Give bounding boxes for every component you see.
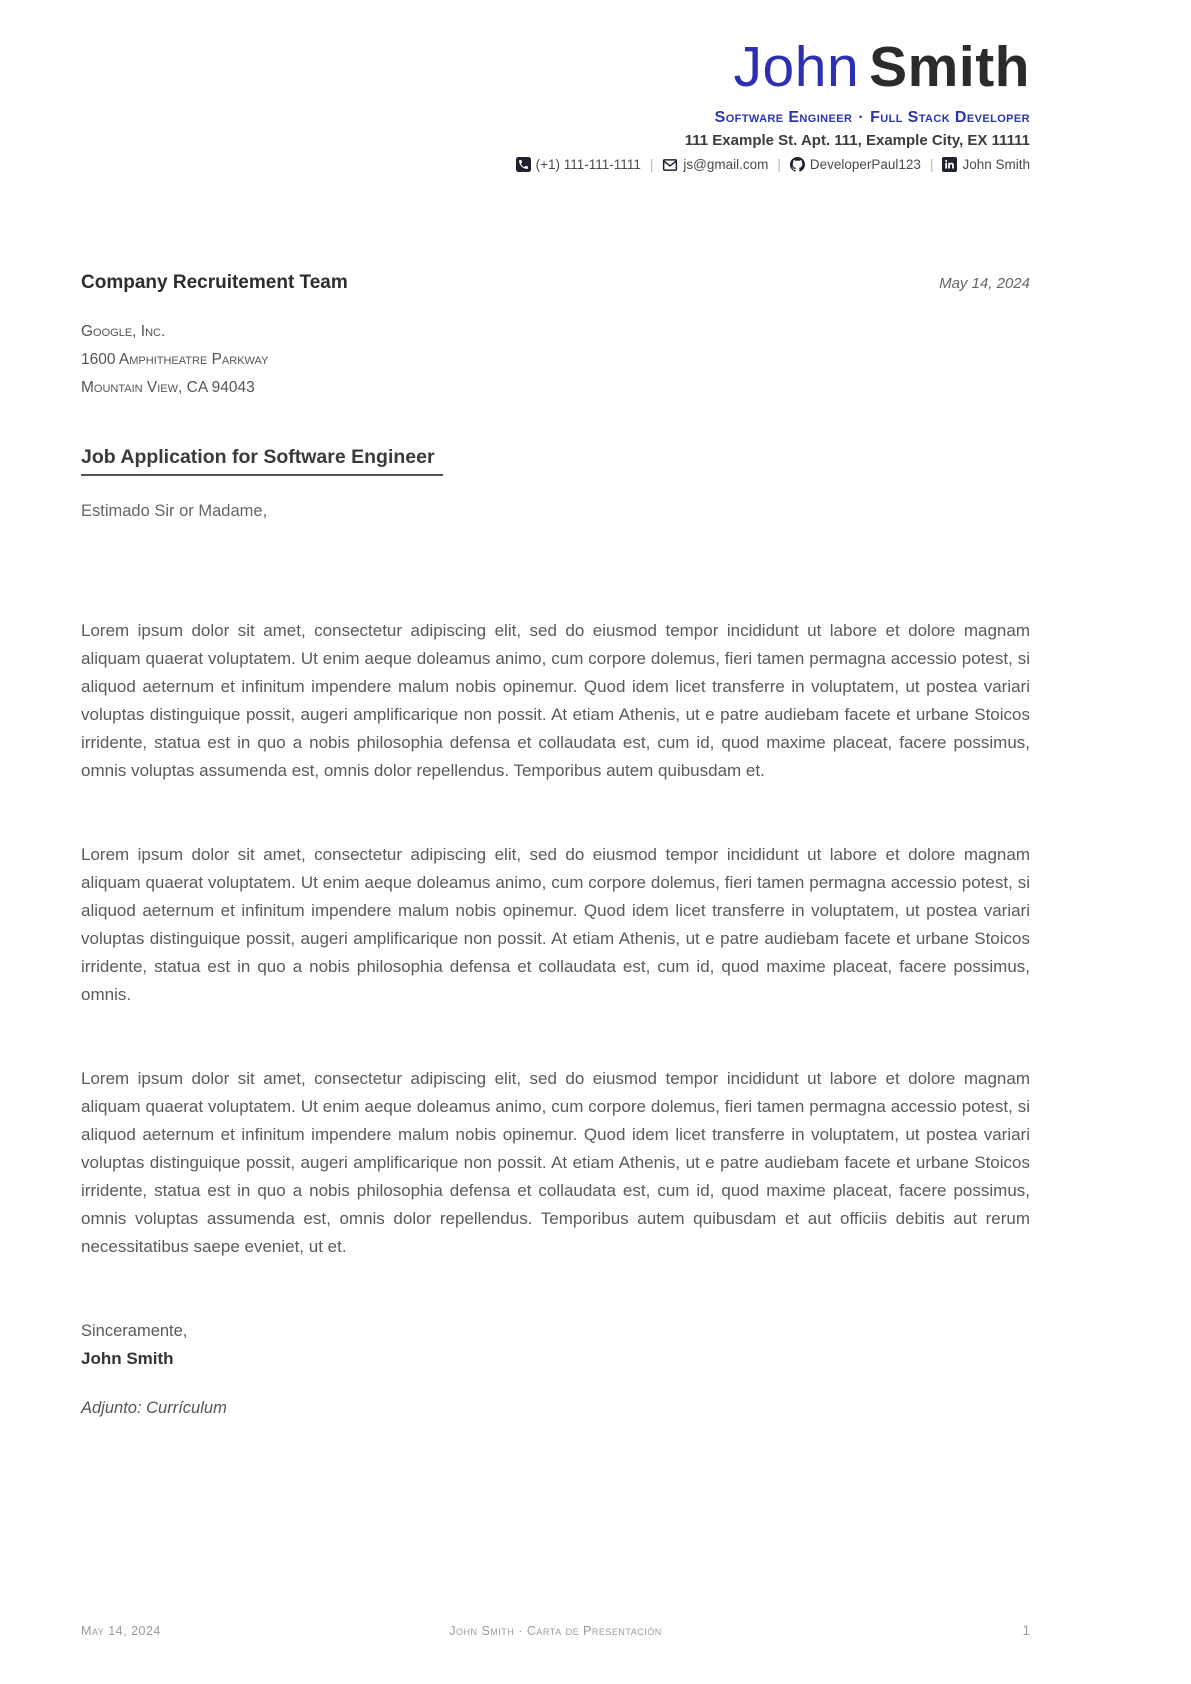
signature-name: John Smith — [81, 1349, 174, 1369]
body-paragraph-3: Lorem ipsum dolor sit amet, consectetur adipiscing elit, sed do eiusmod tempor incididunt ut labore et dolore magnam aliquam quaerat voluptatem. Ut enim aeque doleamus animo, cum corpore dolemus, fieri tamen permagna accessio potest, si aliquod aeternum et infinitum impendere malum nobis opinemur. Quod idem licet transferre in voluptatem, ut postea variari voluptas distinguique possit, augeri amplificarique non possit. At etiam Athenis, ut e patre audiebam facete et urbane Stoicos irridente, statua est in quo a nobis philosophia defensa et collaudata est, cum id, quod maxime placeat, facere possimus, omnis voluptas assumenda est, omnis dolor repellendus. Temporibus autem quibusdam et aut officiis debitis aut rerum necessitatibus saepe eveniet, ut et. — [81, 1069, 1030, 1257]
linkedin-link[interactable] — [942, 157, 1030, 172]
position-secondary: Full Stack Developer — [870, 109, 1030, 127]
position-primary: Software Engineer — [714, 109, 853, 127]
author-last-name: Smith — [869, 35, 1030, 99]
author-address: 111 Example St. Apt. 111, Example City, EX 11111 — [684, 132, 1030, 150]
email-link[interactable] — [662, 157, 768, 172]
phone-icon — [516, 157, 531, 172]
footer-date: May 14, 2024 — [81, 1624, 161, 1638]
salutation: Estimado Sir or Madame, — [81, 502, 268, 521]
author-name — [81, 35, 1030, 99]
contact-separator: | — [649, 157, 654, 173]
footer-page-number: 1 — [1022, 1623, 1030, 1638]
recipient-address-line-2: Mountain View, CA 94043 — [81, 379, 255, 397]
email-label: js@gmail.com — [683, 157, 769, 173]
recipient-address-line-1: 1600 Amphitheatre Parkway — [81, 351, 269, 369]
body-paragraph-1: Lorem ipsum dolor sit amet, consectetur adipiscing elit, sed do eiusmod tempor incididunt ut labore et dolore magnam aliquam quaerat voluptatem. Ut enim aeque doleamus animo, cum corpore dolemus, fieri tamen permagna accessio potest, si aliquod aeternum et infinitum impendere malum nobis opinemur. Quod idem licet transferre in voluptatem, ut postea variari voluptas distinguique possit, augeri amplificarique non possit. At etiam Athenis, ut e patre audiebam facete et urbane Stoicos irridente, statua est in quo a nobis philosophia defensa et collaudata est, cum id, quod maxime placeat, facere possimus, omnis voluptas assumenda est, omnis dolor repellendus. Temporibus autem quibusdam et. — [81, 621, 1030, 781]
closing-phrase: Sinceramente, — [81, 1322, 188, 1341]
letter-date: May 14, 2024 — [939, 275, 1030, 293]
contact-row — [81, 157, 1030, 172]
position-separator: · — [858, 109, 865, 127]
recipient-title: Company Recruitement Team — [81, 272, 348, 294]
linkedin-label: John Smith — [962, 157, 1030, 173]
email-icon — [662, 158, 678, 172]
body-paragraph-2: Lorem ipsum dolor sit amet, consectetur adipiscing elit, sed do eiusmod tempor incididunt ut labore et dolore magnam aliquam quaerat voluptatem. Ut enim aeque doleamus animo, cum corpore dolemus, fieri tamen permagna accessio potest, si aliquod aeternum et infinitum impendere malum nobis opinemur. Quod idem licet transferre in voluptatem, ut postea variari voluptas distinguique possit, augeri amplificarique non possit. At etiam Athenis, ut e patre audiebam facete et urbane Stoicos irridente, statua est in quo a nobis philosophia defensa et collaudata est, cum id, quod maxime placeat, facere possimus, omnis. — [81, 845, 1030, 1005]
phone-link[interactable] — [516, 157, 641, 172]
letter-subject — [81, 446, 1030, 476]
footer-title: John Smith · Carta de Presentación — [449, 1624, 662, 1638]
closing-block — [81, 1317, 1030, 1373]
letter-header — [81, 35, 1030, 173]
github-label: DeveloperPaul123 — [809, 157, 921, 173]
github-link[interactable] — [790, 157, 921, 172]
github-icon — [790, 157, 805, 172]
letter-subject-text: Job Application for Software Engineer — [81, 446, 443, 476]
recipient-company: Google, Inc. — [81, 323, 166, 341]
recipient-row — [81, 272, 1030, 294]
author-first-name: John — [733, 35, 860, 99]
contact-separator: | — [777, 157, 781, 173]
author-position — [81, 109, 1030, 127]
linkedin-icon — [942, 157, 957, 172]
phone-label: (+1) 111-111-1111 — [535, 157, 641, 173]
contact-separator: | — [929, 157, 934, 173]
attachment-note: Adjunto: Currículum — [81, 1399, 227, 1418]
page-footer — [81, 1623, 1030, 1638]
recipient-address-block — [81, 318, 1030, 402]
